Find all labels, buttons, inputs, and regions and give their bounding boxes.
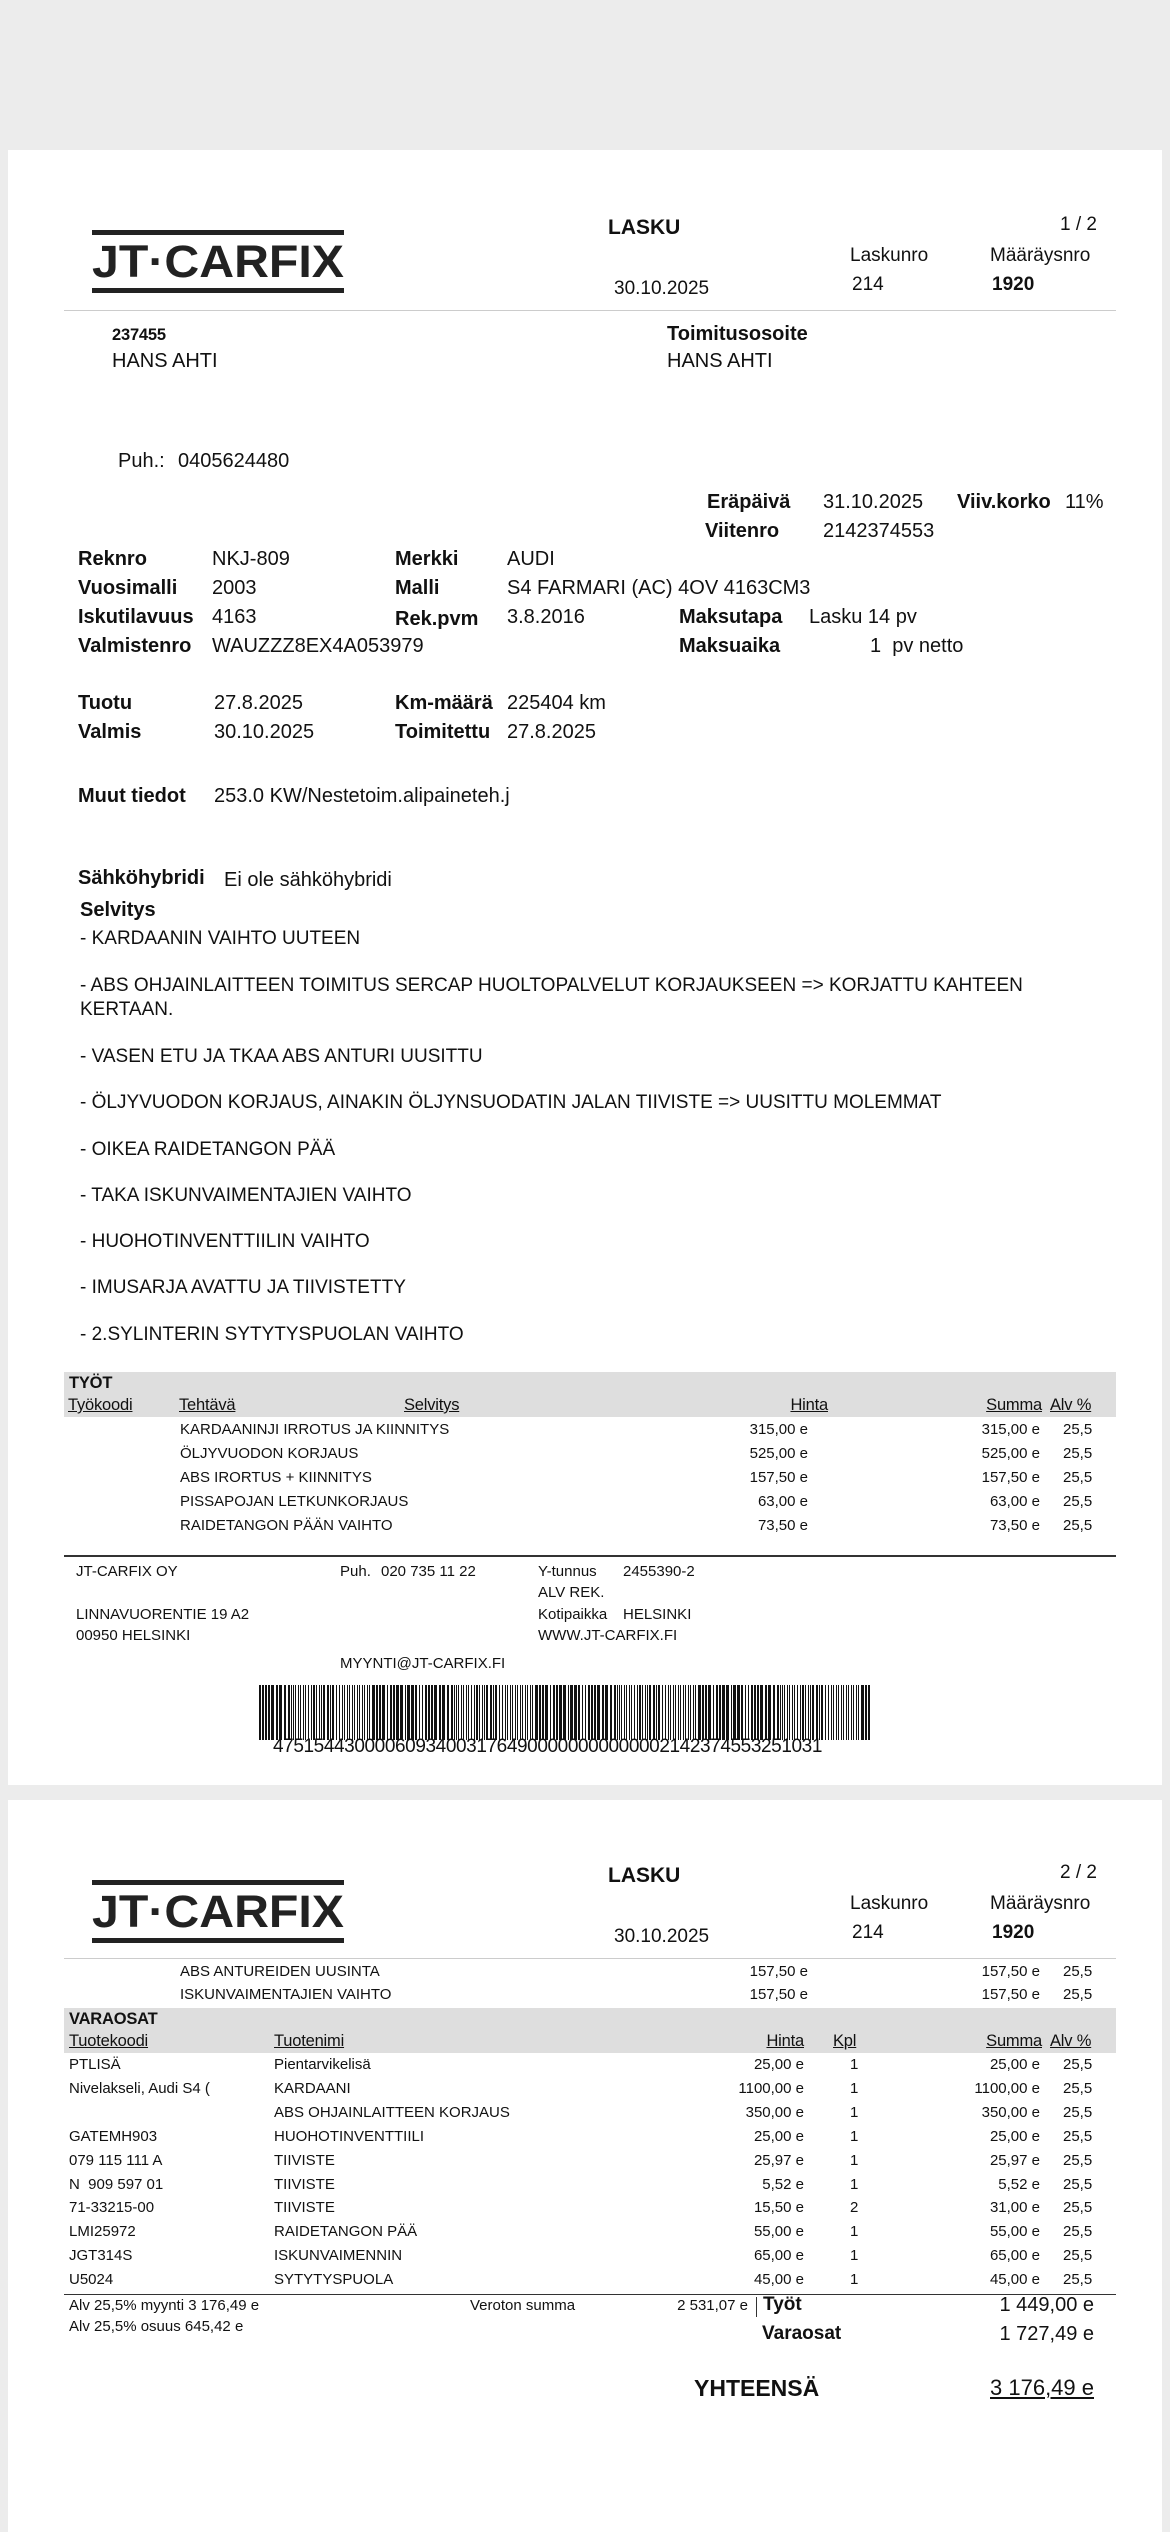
- varaosat-nimi: TIIVISTE: [274, 2152, 335, 2169]
- valmistenro-label: Valmistenro: [78, 635, 192, 657]
- tyot-summa: 157,50 e: [981, 1469, 1040, 1486]
- company-address-2: 00950 HELSINKI: [76, 1627, 191, 1644]
- varaosat-col-summa: Summa: [986, 2032, 1042, 2050]
- selvitys-line: - IMUSARJA AVATTU JA TIIVISTETTY: [80, 1277, 406, 1298]
- tyot-alv: 25,5: [1063, 1469, 1093, 1486]
- varaosat-hinta: 25,00 e: [753, 2128, 804, 2145]
- tyot-alv: 25,5: [1063, 1493, 1093, 1510]
- varaosat-summa: 25,97 e: [989, 2152, 1040, 2169]
- tyot-hinta: 157,50 e: [749, 1469, 808, 1486]
- varaosat-koodi: PTLISÄ: [69, 2056, 121, 2073]
- varaosat-nimi: ABS OHJAINLAITTEEN KORJAUS: [274, 2104, 510, 2121]
- ytunnus-value: 2455390-2: [623, 1563, 695, 1580]
- maksuaika-value: 1 pv netto: [870, 635, 964, 657]
- varaosat-alv: 25,5: [1063, 2128, 1093, 2145]
- varaosat-col-hinta: Hinta: [766, 2032, 804, 2050]
- varaosat-col-alv: Alv %: [1050, 2032, 1092, 2050]
- page-number: 2 / 2: [1060, 1862, 1097, 1883]
- tyot-col-tehtava: Tehtävä: [179, 1396, 236, 1414]
- tyot-alv: 25,5: [1063, 1986, 1093, 2003]
- svg-text:JT·CARFIX: JT·CARFIX: [92, 236, 344, 287]
- vuosimalli-value: 2003: [212, 577, 257, 599]
- grand-total-value: 3 176,49 e: [990, 2375, 1094, 2400]
- varaosat-hinta: 15,50 e: [753, 2199, 804, 2216]
- maksutapa-label: Maksutapa: [679, 606, 783, 628]
- phone-value: 0405624480: [178, 450, 290, 472]
- valmis-value: 30.10.2025: [214, 721, 315, 743]
- delivery-address-label: Toimitusosoite: [667, 323, 808, 345]
- maksutapa-value: Lasku 14 pv: [809, 606, 917, 628]
- varaosat-title: VARAOSAT: [69, 2010, 158, 2028]
- merkki-value: AUDI: [507, 548, 555, 570]
- laskunro-value: 214: [852, 274, 884, 295]
- vuosimalli-label: Vuosimalli: [78, 577, 178, 599]
- header-divider: [64, 310, 1116, 311]
- maaraysnro-label: Määräysnro: [990, 245, 1091, 266]
- varaosat-alv: 25,5: [1063, 2104, 1093, 2121]
- tyot-total-label: Työt: [763, 2294, 802, 2315]
- toimitettu-value: 27.8.2025: [507, 721, 596, 743]
- tyot-tehtava: KARDAANINJI IRROTUS JA KIINNITYS: [180, 1421, 450, 1438]
- selvitys-line: - VASEN ETU JA TKAA ABS ANTURI UUSITTU: [80, 1046, 483, 1067]
- varaosat-koodi: GATEMH903: [69, 2128, 158, 2145]
- varaosat-col-koodi: Tuotekoodi: [69, 2032, 149, 2050]
- company-email: MYYNTI@JT-CARFIX.FI: [340, 1655, 506, 1672]
- tyot-tehtava: ABS ANTUREIDEN UUSINTA: [180, 1963, 380, 1980]
- valmis-label: Valmis: [78, 721, 142, 743]
- varaosat-summa: 55,00 e: [989, 2223, 1040, 2240]
- invoice-title: LASKU: [608, 1864, 681, 1887]
- tuotu-label: Tuotu: [78, 692, 133, 714]
- km-value: 225404 km: [507, 692, 606, 714]
- tyot-col-selvitys: Selvitys: [404, 1396, 460, 1414]
- company-phone: 020 735 11 22: [381, 1563, 476, 1580]
- company-website: WWW.JT-CARFIX.FI: [538, 1627, 678, 1644]
- varaosat-nimi: RAIDETANGON PÄÄ: [274, 2223, 418, 2240]
- selvitys-line: KERTAAN.: [80, 999, 174, 1020]
- varaosat-col-nimi: Tuotenimi: [274, 2032, 345, 2050]
- reference-label: Viitenro: [705, 520, 780, 542]
- tyot-col-summa: Summa: [986, 1396, 1042, 1414]
- varaosat-alv: 25,5: [1063, 2247, 1093, 2264]
- laskunro-label: Laskunro: [850, 1893, 929, 1914]
- totals-separator: [756, 2297, 759, 2317]
- varaosat-nimi: SYTYTYSPUOLA: [274, 2271, 394, 2288]
- varaosat-nimi: Pientarvikelisä: [274, 2056, 371, 2073]
- varaosat-koodi: N 909 597 01: [69, 2176, 164, 2193]
- tyot-summa: 157,50 e: [981, 1986, 1040, 2003]
- varaosat-kpl: 1: [850, 2128, 859, 2145]
- customer-name: HANS AHTI: [112, 350, 218, 372]
- selvitys-line: - KARDAANIN VAIHTO UUTEEN: [80, 928, 361, 949]
- company-address-1: LINNAVUORENTIE 19 A2: [76, 1606, 250, 1623]
- varaosat-summa: 1100,00 e: [974, 2080, 1040, 2097]
- ytunnus-label: Y-tunnus: [538, 1563, 597, 1580]
- varaosat-hinta: 25,97 e: [753, 2152, 804, 2169]
- maksuaika-label: Maksuaika: [679, 635, 781, 657]
- varaosat-alv: 25,5: [1063, 2223, 1093, 2240]
- tyot-summa: 315,00 e: [981, 1421, 1040, 1438]
- tyot-alv: 25,5: [1063, 1421, 1093, 1438]
- invoice-page-1: [8, 150, 1162, 1785]
- varaosat-summa: 45,00 e: [989, 2271, 1040, 2288]
- tyot-alv: 25,5: [1063, 1963, 1093, 1980]
- tyot-hinta: 73,50 e: [757, 1517, 808, 1534]
- invoice-date: 30.10.2025: [614, 278, 710, 299]
- grand-total-label: YHTEENSÄ: [694, 2375, 820, 2401]
- tyot-tehtava: ABS IRORTUS + KIINNITYS: [180, 1469, 372, 1486]
- tuotu-value: 27.8.2025: [214, 692, 303, 714]
- toimitettu-label: Toimitettu: [395, 721, 491, 743]
- interest-value: 11%: [1065, 491, 1104, 513]
- varaosat-hinta: 5,52 e: [762, 2176, 804, 2193]
- muut-tiedot-label: Muut tiedot: [78, 785, 186, 807]
- tyot-col-hinta: Hinta: [790, 1396, 828, 1414]
- iskutilavuus-label: Iskutilavuus: [78, 606, 194, 628]
- varaosat-alv: 25,5: [1063, 2176, 1093, 2193]
- maaraysnro-value: 1920: [992, 274, 1035, 295]
- varaosat-hinta: 65,00 e: [753, 2247, 804, 2264]
- selvitys-line: - HUOHOTINVENTTIILIN VAIHTO: [80, 1231, 370, 1252]
- jt-carfix-logo: [92, 1880, 344, 1946]
- selvitys-line: - ÖLJYVUODON KORJAUS, AINAKIN ÖLJYNSUODATIN JALAN TIIVISTE => UUSITTU MOLEMMAT: [80, 1092, 942, 1113]
- varaosat-summa: 65,00 e: [989, 2247, 1040, 2264]
- barcode-image: [259, 1685, 871, 1740]
- varaosat-hinta: 45,00 e: [753, 2271, 804, 2288]
- company-name: JT-CARFIX OY: [76, 1563, 178, 1580]
- rekpvm-value: 3.8.2016: [507, 606, 585, 628]
- varaosat-hinta: 1100,00 e: [738, 2080, 804, 2097]
- varaosat-nimi: HUOHOTINVENTTIILI: [274, 2128, 425, 2145]
- tyot-alv: 25,5: [1063, 1445, 1093, 1462]
- varaosat-kpl: 1: [850, 2152, 859, 2169]
- tyot-alv: 25,5: [1063, 1517, 1093, 1534]
- tyot-summa: 157,50 e: [981, 1963, 1040, 1980]
- varaosat-kpl: 1: [850, 2080, 859, 2097]
- tyot-col-koodi: Työkoodi: [68, 1396, 133, 1414]
- varaosat-koodi: LMI25972: [69, 2223, 136, 2240]
- maaraysnro-label: Määräysnro: [990, 1893, 1091, 1914]
- invoice-title: LASKU: [608, 216, 681, 239]
- laskunro-label: Laskunro: [850, 245, 929, 266]
- reknro-label: Reknro: [78, 548, 147, 570]
- varaosat-koodi: 079 115 111 A: [69, 2152, 163, 2169]
- varaosat-hinta: 25,00 e: [753, 2056, 804, 2073]
- varaosat-total-value: 1 727,49 e: [999, 2323, 1094, 2345]
- selvitys-line: - ABS OHJAINLAITTEEN TOIMITUS SERCAP HUOLTOPALVELUT KORJAUKSEEN => KORJATTU KAHTEEN: [80, 975, 1023, 996]
- varaosat-total-label: Varaosat: [762, 2323, 842, 2344]
- varaosat-kpl: 2: [850, 2199, 859, 2216]
- varaosat-kpl: 1: [850, 2247, 859, 2264]
- selvitys-line: - OIKEA RAIDETANGON PÄÄ: [80, 1139, 336, 1160]
- invoice-date: 30.10.2025: [614, 1926, 710, 1947]
- jt-carfix-logo: [92, 230, 344, 296]
- due-date-label: Eräpäivä: [707, 491, 791, 513]
- tyot-tehtava: ÖLJYVUODON KORJAUS: [180, 1445, 359, 1462]
- rekpvm-label: Rek.pvm: [395, 608, 479, 630]
- veroton-value: 2 531,07 e: [677, 2297, 748, 2314]
- veroton-label: Veroton summa: [470, 2297, 576, 2314]
- km-label: Km-määrä: [395, 692, 493, 714]
- tyot-total-value: 1 449,00 e: [999, 2294, 1094, 2316]
- reference-value: 2142374553: [823, 520, 935, 542]
- maaraysnro-value: 1920: [992, 1922, 1035, 1943]
- company-phone-label: Puh.: [340, 1563, 371, 1580]
- varaosat-nimi: TIIVISTE: [274, 2199, 335, 2216]
- varaosat-koodi: 71-33215-00: [69, 2199, 155, 2216]
- varaosat-kpl: 1: [850, 2223, 859, 2240]
- varaosat-kpl: 1: [850, 2056, 859, 2073]
- varaosat-alv: 25,5: [1063, 2080, 1093, 2097]
- varaosat-hinta: 350,00 e: [745, 2104, 804, 2121]
- phone-label: Puh.:: [118, 450, 165, 472]
- tyot-hinta: 157,50 e: [749, 1986, 808, 2003]
- alv-reg: ALV REK.: [538, 1584, 605, 1601]
- alv-share-line: Alv 25,5% osuus 645,42 e: [69, 2318, 244, 2335]
- kotipaikka-value: HELSINKI: [623, 1606, 692, 1623]
- varaosat-koodi: Nivelakseli, Audi S4 (: [69, 2080, 210, 2097]
- varaosat-summa: 25,00 e: [989, 2056, 1040, 2073]
- varaosat-nimi: TIIVISTE: [274, 2176, 335, 2193]
- varaosat-kpl: 1: [850, 2271, 859, 2288]
- tyot-hinta: 315,00 e: [749, 1421, 808, 1438]
- varaosat-alv: 25,5: [1063, 2152, 1093, 2169]
- muut-tiedot-value: 253.0 KW/Nestetoim.alipaineteh.j: [214, 785, 510, 807]
- tyot-hinta: 63,00 e: [757, 1493, 808, 1510]
- footer-divider: [64, 1555, 1116, 1557]
- varaosat-summa: 31,00 e: [989, 2199, 1040, 2216]
- tyot-summa: 525,00 e: [981, 1445, 1040, 1462]
- selvitys-line: - TAKA ISKUNVAIMENTAJIEN VAIHTO: [80, 1185, 412, 1206]
- varaosat-summa: 25,00 e: [989, 2128, 1040, 2145]
- delivery-name: HANS AHTI: [667, 350, 773, 372]
- varaosat-kpl: 1: [850, 2104, 859, 2121]
- varaosat-alv: 25,5: [1063, 2271, 1093, 2288]
- varaosat-hinta: 55,00 e: [753, 2223, 804, 2240]
- tyot-title: TYÖT: [69, 1374, 113, 1392]
- merkki-label: Merkki: [395, 548, 459, 570]
- varaosat-koodi: JGT314S: [69, 2247, 133, 2264]
- malli-value: S4 FARMARI (AC) 4OV 4163CM3: [507, 577, 811, 599]
- interest-label: Viiv.korko: [957, 491, 1051, 513]
- iskutilavuus-value: 4163: [212, 606, 257, 628]
- header-divider: [64, 1958, 1116, 1959]
- varaosat-summa: 5,52 e: [998, 2176, 1040, 2193]
- tyot-summa: 73,50 e: [989, 1517, 1040, 1534]
- varaosat-nimi: ISKUNVAIMENNIN: [274, 2247, 403, 2264]
- alv-sales-line: Alv 25,5% myynti 3 176,49 e: [69, 2297, 260, 2314]
- due-date-value: 31.10.2025: [823, 491, 924, 513]
- varaosat-summa: 350,00 e: [981, 2104, 1040, 2121]
- varaosat-koodi: U5024: [69, 2271, 114, 2288]
- varaosat-alv: 25,5: [1063, 2199, 1093, 2216]
- varaosat-col-kpl: Kpl: [833, 2032, 857, 2050]
- invoice-page-2: [8, 1800, 1162, 2532]
- tyot-tehtava: PISSAPOJAN LETKUNKORJAUS: [180, 1493, 409, 1510]
- hybrid-label: Sähköhybridi: [78, 867, 205, 889]
- tyot-hinta: 157,50 e: [749, 1963, 808, 1980]
- kotipaikka-label: Kotipaikka: [538, 1606, 608, 1623]
- laskunro-value: 214: [852, 1922, 884, 1943]
- reknro-value: NKJ-809: [212, 548, 290, 570]
- valmistenro-value: WAUZZZ8EX4A053979: [212, 635, 424, 657]
- tyot-hinta: 525,00 e: [749, 1445, 808, 1462]
- page-number: 1 / 2: [1060, 214, 1097, 235]
- malli-label: Malli: [395, 577, 440, 599]
- hybrid-value: Ei ole sähköhybridi: [224, 869, 392, 891]
- tyot-tehtava: ISKUNVAIMENTAJIEN VAIHTO: [180, 1986, 392, 2003]
- svg-text:JT·CARFIX: JT·CARFIX: [92, 1886, 344, 1937]
- varaosat-nimi: KARDAANI: [274, 2080, 351, 2097]
- varaosat-kpl: 1: [850, 2176, 859, 2193]
- customer-id: 237455: [112, 326, 166, 344]
- tyot-col-alv: Alv %: [1050, 1396, 1092, 1414]
- barcode-number: 475154430000609340031764900000000000002142374553251031: [273, 1736, 823, 1757]
- varaosat-alv: 25,5: [1063, 2056, 1093, 2073]
- tyot-tehtava: RAIDETANGON PÄÄN VAIHTO: [180, 1517, 393, 1534]
- selvitys-line: - 2.SYLINTERIN SYTYTYSPUOLAN VAIHTO: [80, 1324, 464, 1345]
- selvitys-label: Selvitys: [80, 899, 156, 921]
- tyot-summa: 63,00 e: [989, 1493, 1040, 1510]
